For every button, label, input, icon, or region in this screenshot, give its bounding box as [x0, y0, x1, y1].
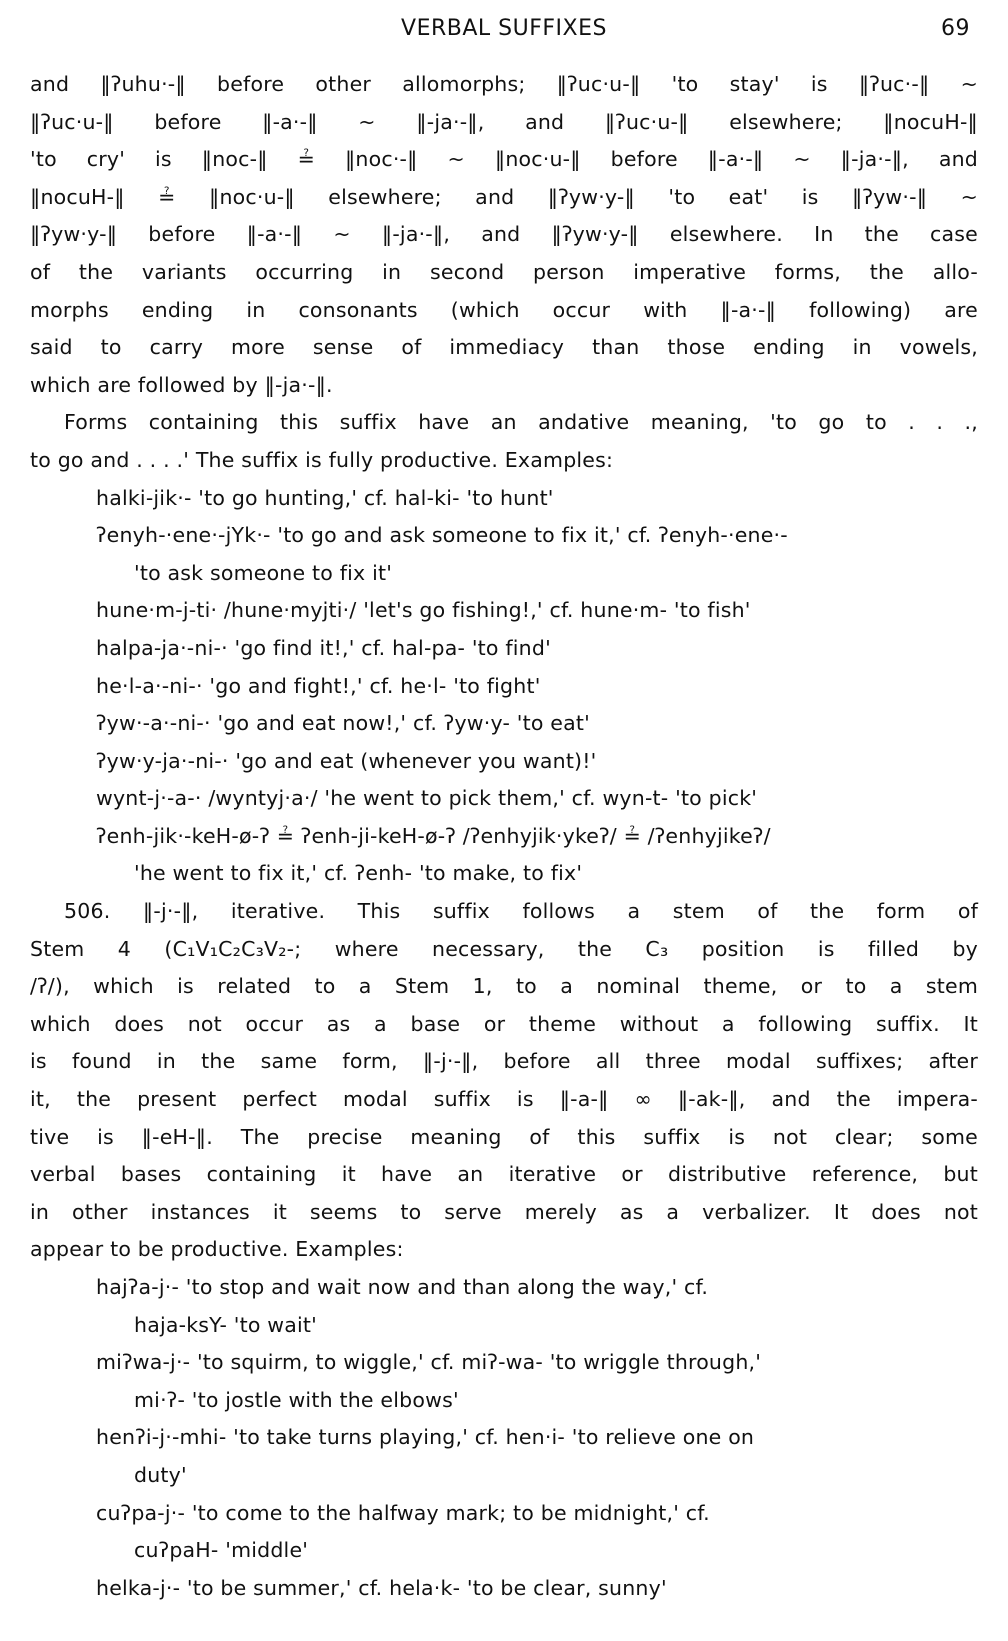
example-line: wynt-j·-a-· /wyntyj·a·/ 'he went to pick them,' cf. wyn-t- 'to pick'	[96, 786, 758, 811]
text-line: to go and . . . .' The suffix is fully productive. Examples:	[30, 447, 614, 472]
example-continuation: 'to ask someone to fix it'	[134, 560, 393, 585]
example-line: ʔyw·y-ja·-ni-· 'go and eat (whenever you want)!'	[96, 748, 597, 773]
example-continuation: cuʔpaH- 'middle'	[134, 1538, 309, 1563]
page-number: 69	[941, 16, 970, 41]
example-line: hajʔa-j·- 'to stop and wait now and than along the way,' cf.	[96, 1275, 709, 1299]
example-line: halki-jik·- 'to go hunting,' cf. hal-ki- 'to hunt'	[96, 485, 554, 510]
text-line: verbal bases containing it have an iterative or distributive reference, but	[30, 1162, 978, 1187]
example-line: halpa-ja·-ni-· 'go find it!,' cf. hal-pa- 'to find'	[96, 635, 551, 660]
text-line: tive is ‖-eH-‖. The precise meaning of this suffix is not clear; some	[30, 1124, 978, 1149]
example-line: ʔyw·-a·-ni-· 'go and eat now!,' cf. ʔyw·y- 'to eat'	[96, 711, 590, 736]
body-text	[30, 66, 978, 1607]
text-line: ‖ʔyw·y-‖ before ‖-a·-‖ ~ ‖-ja·-‖, and ‖ʔyw·y-‖ elsewhere. In the case	[30, 222, 978, 247]
text-line: appear to be productive. Examples:	[30, 1237, 404, 1262]
text-line: and ‖ʔuhu·-‖ before other allomorphs; ‖ʔuc·u-‖ 'to stay' is ‖ʔuc·-‖ ~	[30, 72, 978, 96]
text-line: which are followed by ‖-ja·-‖.	[30, 372, 333, 397]
text-line: ‖ʔuc·u-‖ before ‖-a·-‖ ~ ‖-ja·-‖, and ‖ʔuc·u-‖ elsewhere; ‖nocuH-‖	[30, 109, 978, 134]
text-line: it, the present perfect modal suffix is ‖-a-‖ ∞ ‖-ak-‖, and the impera-	[30, 1087, 978, 1112]
text-line: which does not occur as a base or theme without a following suffix. It	[30, 1011, 978, 1036]
running-header	[30, 16, 978, 48]
example-continuation: mi·ʔ- 'to jostle with the elbows'	[134, 1387, 459, 1412]
example-line: ʔenyh-·ene·-jYk·- 'to go and ask someone to fix it,' cf. ʔenyh-·ene·-	[96, 523, 788, 548]
text-line: Stem 4 (C₁V₁C₂C₃V₂-; where necessary, the C₃ position is filled by	[30, 936, 978, 961]
example-line: miʔwa-j·- 'to squirm, to wiggle,' cf. miʔ-wa- 'to wriggle through,'	[96, 1350, 762, 1375]
example-line: cuʔpa-j·- 'to come to the halfway mark; to be midnight,' cf.	[96, 1500, 710, 1525]
text-line: 'to cry' is ‖noc-‖ ≟ ‖noc·-‖ ~ ‖noc·u-‖ before ‖-a·-‖ ~ ‖-ja·-‖, and	[30, 147, 978, 172]
paragraph-start: Forms containing this suffix have an andative meaning, 'to go to . . .,	[64, 410, 978, 435]
text-line: in other instances it seems to serve merely as a verbalizer. It does not	[30, 1199, 978, 1224]
example-line: henʔi-j·-mhi- 'to take turns playing,' cf. hen·i- 'to relieve one on	[96, 1425, 755, 1450]
example-continuation: 'he went to fix it,' cf. ʔenh- 'to make, to fix'	[134, 861, 583, 886]
text-line: /ʔ/), which is related to a Stem 1, to a nominal theme, or to a stem	[30, 974, 978, 999]
text-line: is found in the same form, ‖-j·-‖, before all three modal suffixes; after	[30, 1049, 978, 1074]
example-line: hune·m-j-ti· /hune·myjti·/ 'let's go fishing!,' cf. hune·m- 'to fish'	[96, 598, 751, 623]
example-continuation: duty'	[134, 1462, 187, 1487]
example-line: helka-j·- 'to be summer,' cf. hela·k- 'to be clear, sunny'	[96, 1575, 667, 1600]
text-line: ‖nocuH-‖ ≟ ‖noc·u-‖ elsewhere; and ‖ʔyw·y-‖ 'to eat' is ‖ʔyw·-‖ ~	[30, 184, 978, 209]
example-line: ʔenh-jik·-keH-ø-ʔ ≟ ʔenh-ji-keH-ø-ʔ /ʔenhyjik·ykeʔ/ ≟ /ʔenhyjikeʔ/	[96, 823, 771, 848]
text-line: of the variants occurring in second person imperative forms, the allo-	[30, 259, 978, 284]
text-line: said to carry more sense of immediacy than those ending in vowels,	[30, 335, 978, 360]
text-line: morphs ending in consonants (which occur with ‖-a·-‖ following) are	[30, 297, 978, 322]
chapter-title: VERBAL SUFFIXES	[401, 16, 607, 41]
section-heading-506: 506. ‖-j·-‖, iterative. This suffix follows a stem of the form of	[64, 899, 978, 924]
example-line: he·l-a·-ni-· 'go and fight!,' cf. he·l- 'to fight'	[96, 673, 541, 698]
example-continuation: haja-ksY- 'to wait'	[134, 1312, 317, 1337]
